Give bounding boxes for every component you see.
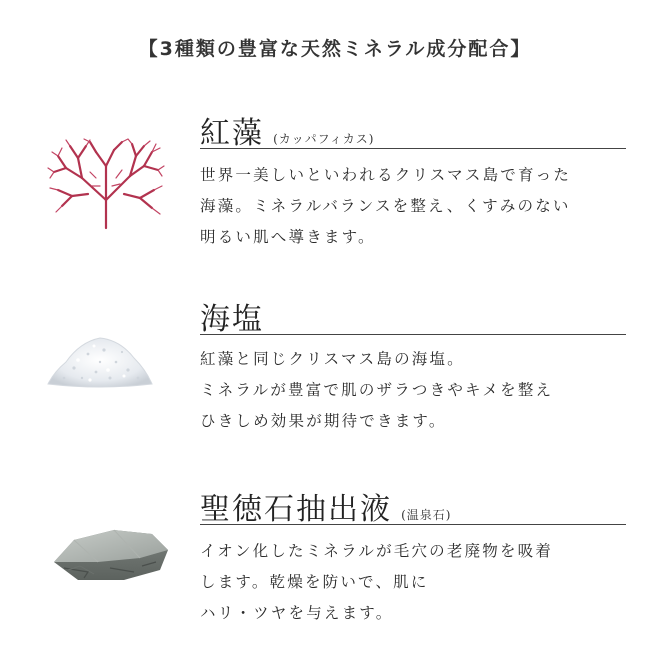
description-line: します。乾燥を防いで、肌に (200, 573, 429, 591)
ingredient-description (200, 160, 630, 253)
sea-salt-icon (44, 332, 156, 394)
ingredient-name: 聖徳石抽出液 (200, 492, 392, 527)
description-line: イオン化したミネラルが毛穴の老廃物を吸着 (200, 542, 554, 560)
description-line: 世界一美しいといわれるクリスマス島で育った (200, 166, 572, 184)
description-line: ミネラルが豊富で肌のザラつきやキメを整え (200, 381, 554, 399)
description-line: ハリ・ツヤを与えます。 (200, 604, 394, 622)
ingredient-heading (200, 294, 626, 335)
ingredient-description (200, 536, 630, 629)
ingredient-reading: (カッパフィカス) (273, 132, 375, 146)
ingredient-heading (200, 484, 626, 525)
hot-spring-stone-icon (44, 522, 174, 588)
description-line: 明るい肌へ導きます。 (200, 228, 376, 246)
description-line: 紅藻と同じクリスマス島の海塩。 (200, 350, 465, 368)
description-line: 海藻。ミネラルバランスを整え、くすみのない (200, 197, 571, 215)
ingredient-name: 海塩 (200, 302, 264, 337)
ingredient-reading: (温泉石) (401, 508, 452, 522)
ingredient-heading (200, 108, 626, 149)
red-seaweed-icon (44, 138, 169, 234)
ingredient-description (200, 344, 630, 437)
page-title: 【3種類の豊富な天然ミネラル成分配合】 (138, 38, 532, 60)
ingredient-name: 紅藻 (200, 116, 264, 151)
description-line: ひきしめ効果が期待できます。 (200, 412, 447, 430)
